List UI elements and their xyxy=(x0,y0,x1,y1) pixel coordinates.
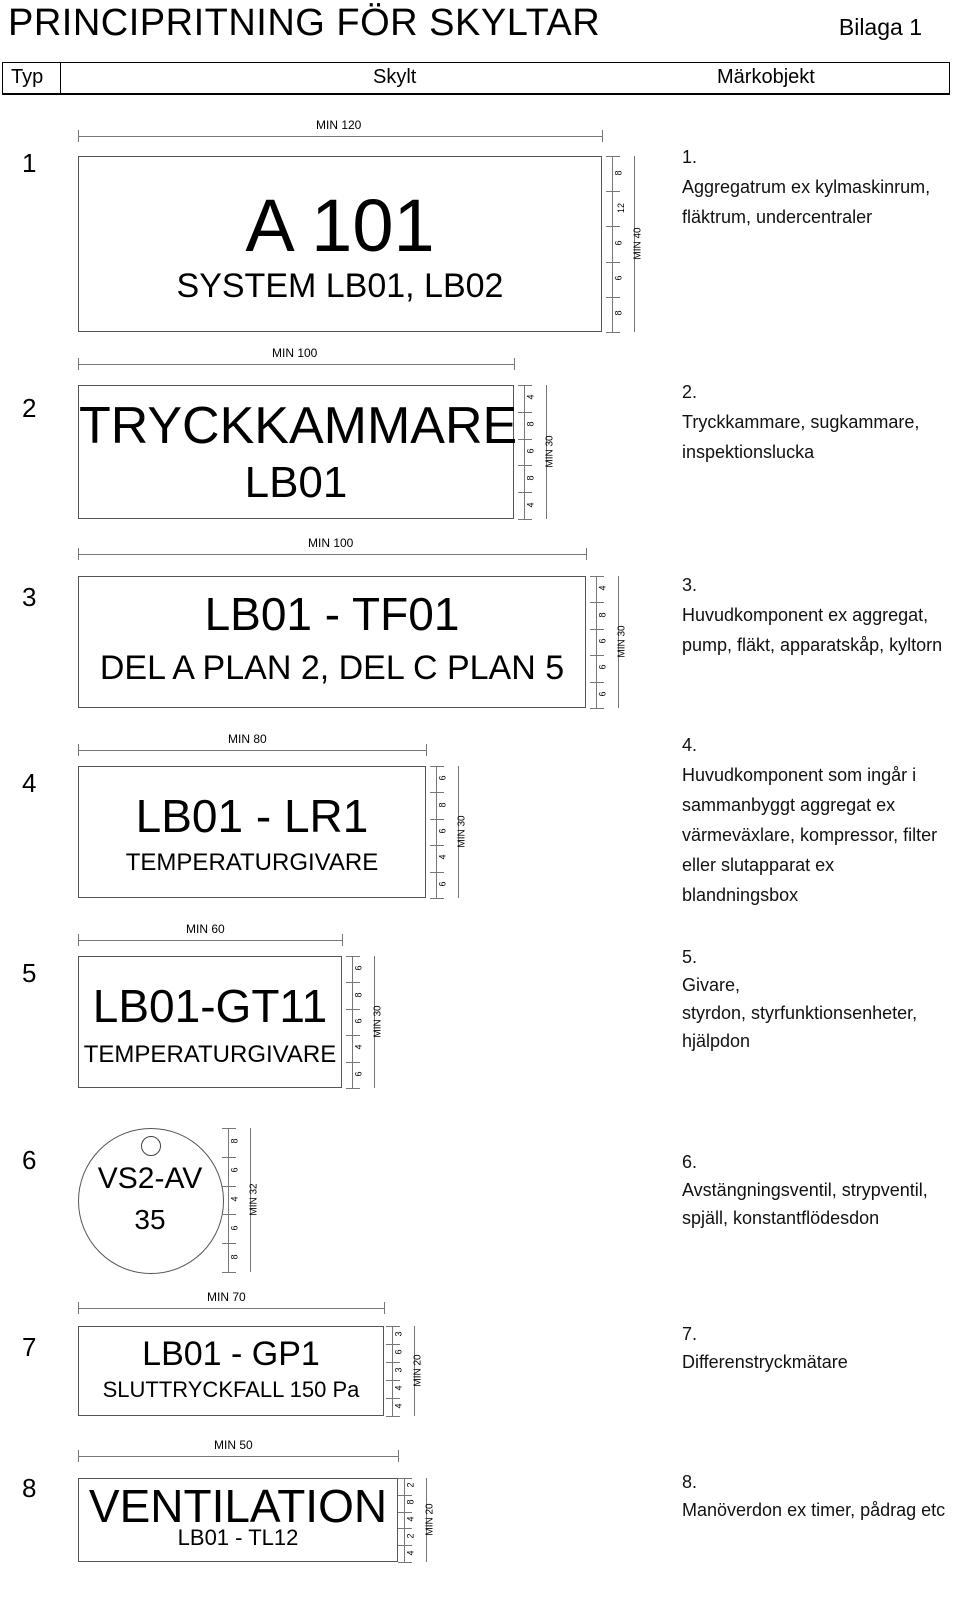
dimension-tick xyxy=(518,385,532,386)
dimension-tick xyxy=(430,845,444,846)
dimension-tick xyxy=(346,956,360,957)
dimension-tick xyxy=(590,655,604,656)
description-line: inspektionslucka xyxy=(682,442,815,462)
dimension-tick xyxy=(386,1344,400,1345)
height-dimension-value: 12 xyxy=(616,202,627,213)
description-line: eller slutapparat ex xyxy=(682,855,835,875)
description-line: värmeväxlare, kompressor, filter xyxy=(682,825,938,845)
height-dimension-label: MIN 40 xyxy=(632,227,644,260)
object-description xyxy=(682,377,919,467)
sign-line2: 35 xyxy=(134,1204,166,1235)
column-markobjekt: Märkobjekt xyxy=(717,66,815,88)
height-dimension-value: 4 xyxy=(229,1196,240,1202)
width-dimension-line xyxy=(78,364,514,365)
dimension-tick xyxy=(78,934,79,946)
sign-line1: VS2-AV xyxy=(97,1162,203,1195)
sign-line2: SYSTEM LB01, LB02 xyxy=(176,267,504,305)
dimension-tick xyxy=(222,1243,236,1244)
width-dimension-label: MIN 120 xyxy=(316,118,362,132)
height-dimension-value: 4 xyxy=(405,1516,416,1522)
height-dimension-label: MIN 30 xyxy=(372,1005,384,1038)
row-number: 2 xyxy=(22,393,37,423)
dimension-tick xyxy=(78,358,79,370)
dimension-tick xyxy=(606,297,620,298)
height-dimension-value: 8 xyxy=(597,612,608,618)
width-dimension-label: MIN 100 xyxy=(308,536,354,550)
height-dimension-value: 8 xyxy=(405,1499,416,1505)
page-title: PRINCIPRITNING FÖR SKYLTAR xyxy=(8,2,601,44)
width-dimension-line xyxy=(78,554,586,555)
height-dimension-label: MIN 30 xyxy=(544,435,556,468)
dimension-tick xyxy=(78,130,79,142)
tag-hole xyxy=(141,1136,161,1156)
height-dimension-label: MIN 32 xyxy=(248,1183,260,1216)
height-dimension-value: 6 xyxy=(229,1167,240,1173)
description-line: 1. xyxy=(682,147,698,167)
description-line: Aggregatrum ex kylmaskinrum, xyxy=(682,177,931,197)
dimension-tick xyxy=(590,602,604,603)
sign-plate xyxy=(78,956,342,1088)
dimension-tick xyxy=(222,1272,236,1273)
sign-plate xyxy=(78,385,518,519)
dimension-tick xyxy=(346,982,360,983)
row-number: 3 xyxy=(22,582,37,612)
row-number: 8 xyxy=(22,1473,37,1503)
width-dimension-label: MIN 60 xyxy=(186,922,225,936)
height-dimension-value: 8 xyxy=(525,475,536,481)
sign-plate xyxy=(78,1326,384,1416)
height-dimension-label: MIN 20 xyxy=(424,1503,436,1536)
sign-line2: LB01 xyxy=(244,458,348,507)
appendix-label: Bilaga 1 xyxy=(838,14,922,40)
dimension-tick xyxy=(384,1302,385,1314)
dimension-tick xyxy=(398,1562,412,1563)
object-description xyxy=(682,142,930,232)
height-dimension-value: 6 xyxy=(437,881,448,887)
height-dimension-value: 4 xyxy=(353,1044,364,1050)
description-line: Givare, xyxy=(682,975,741,995)
dimension-tick xyxy=(430,872,444,873)
column-skylt: Skylt xyxy=(373,66,417,88)
width-dimension-line xyxy=(78,1456,398,1457)
height-dimension-value: 4 xyxy=(597,585,608,591)
dimension-tick xyxy=(78,744,79,756)
dimension-tick xyxy=(386,1380,400,1381)
height-dimension-value: 4 xyxy=(393,1385,404,1391)
dimension-tick xyxy=(430,898,444,899)
dimension-tick xyxy=(386,1326,400,1327)
dimension-tick xyxy=(430,819,444,820)
height-dimension-value: 6 xyxy=(353,1071,364,1077)
row-number: 5 xyxy=(22,958,37,988)
sign-line2: TEMPERATURGIVARE xyxy=(83,1041,337,1068)
height-dimension-value: 6 xyxy=(525,448,536,454)
column-typ: Typ xyxy=(11,66,44,88)
dimension-tick xyxy=(586,548,587,560)
width-dimension-line xyxy=(78,750,426,751)
dimension-tick xyxy=(386,1362,400,1363)
height-dimension-value: 6 xyxy=(597,691,608,697)
dimension-tick xyxy=(398,1450,399,1462)
dimension-tick xyxy=(590,708,604,709)
description-line: 5. xyxy=(682,947,698,967)
dimension-tick xyxy=(606,226,620,227)
dimension-tick xyxy=(426,744,427,756)
sign-line1: TRYCKKAMMARE xyxy=(79,397,518,455)
row-number: 4 xyxy=(22,768,37,798)
dimension-tick xyxy=(386,1398,400,1399)
row-number: 1 xyxy=(22,148,37,178)
height-dimension-value: 2 xyxy=(405,1533,416,1539)
dimension-tick xyxy=(398,1478,412,1479)
object-description xyxy=(682,1148,928,1232)
sign-line1: LB01-GT11 xyxy=(92,980,328,1032)
height-dimension-value: 6 xyxy=(437,828,448,834)
object-description xyxy=(682,570,942,660)
dimension-tick xyxy=(78,548,79,560)
width-dimension-label: MIN 100 xyxy=(272,346,318,360)
height-dimension-value: 8 xyxy=(229,1254,240,1260)
sign-line1: A 101 xyxy=(245,184,435,267)
description-line: hjälpdon xyxy=(682,1031,751,1051)
dimension-tick xyxy=(222,1157,236,1158)
height-dimension-value: 6 xyxy=(353,1018,364,1024)
description-line: 7. xyxy=(682,1324,698,1344)
dimension-tick xyxy=(518,439,532,440)
sign-line2: DEL A PLAN 2, DEL C PLAN 5 xyxy=(99,649,565,687)
description-line: Huvudkomponent som ingår i xyxy=(682,765,917,785)
dimension-tick xyxy=(518,492,532,493)
object-description xyxy=(682,730,937,910)
row-number: 6 xyxy=(22,1145,37,1175)
height-dimension-value: 8 xyxy=(437,802,448,808)
sign-plate xyxy=(78,156,602,332)
height-dimension-value: 3 xyxy=(393,1367,404,1373)
height-dimension-value: 6 xyxy=(597,664,608,670)
sign-line1: LB01 - GP1 xyxy=(142,1335,320,1373)
description-line: blandningsbox xyxy=(682,885,799,905)
sign-line1: VENTILATION xyxy=(88,1480,388,1532)
height-dimension-value: 4 xyxy=(437,854,448,860)
height-dimension-value: 6 xyxy=(597,638,608,644)
description-line: 2. xyxy=(682,382,698,402)
sign-plate xyxy=(78,576,586,708)
dimension-tick xyxy=(398,1495,412,1496)
description-line: 6. xyxy=(682,1152,698,1172)
table-header xyxy=(2,62,950,95)
width-dimension-label: MIN 50 xyxy=(214,1438,253,1452)
description-line: Avstängningsventil, strypventil, xyxy=(682,1180,928,1200)
description-line: 8. xyxy=(682,1472,698,1492)
height-dimension-value: 6 xyxy=(229,1225,240,1231)
description-line: 3. xyxy=(682,575,698,595)
description-line: fläktrum, undercentraler xyxy=(682,207,873,227)
width-dimension-line xyxy=(78,1308,384,1309)
height-dimension-value: 6 xyxy=(437,775,448,781)
description-line: sammanbyggt aggregat ex xyxy=(682,795,896,815)
dimension-tick xyxy=(386,1416,400,1417)
height-dimension-value: 8 xyxy=(229,1138,240,1144)
height-dimension-value: 6 xyxy=(393,1349,404,1355)
dimension-tick xyxy=(514,358,515,370)
dimension-tick xyxy=(590,629,604,630)
height-dimension-value: 6 xyxy=(613,275,624,281)
height-dimension-value: 4 xyxy=(405,1550,416,1556)
dimension-tick xyxy=(222,1186,236,1187)
dimension-tick xyxy=(346,1009,360,1010)
row-number: 7 xyxy=(22,1332,37,1362)
description-line: Differenstryckmätare xyxy=(682,1352,848,1372)
dimension-tick xyxy=(398,1545,412,1546)
dimension-tick xyxy=(606,332,620,333)
dimension-tick xyxy=(590,576,604,577)
sign-line2: SLUTTRYCKFALL 150 Pa xyxy=(102,1377,360,1402)
sign-line2: LB01 - TL12 xyxy=(177,1525,299,1550)
dimension-tick xyxy=(430,766,444,767)
height-dimension-value: 4 xyxy=(393,1403,404,1409)
description-line: spjäll, konstantflödesdon xyxy=(682,1208,880,1228)
sign-line1: LB01 - LR1 xyxy=(135,790,369,842)
dimension-tick xyxy=(606,156,620,157)
width-dimension-line xyxy=(78,136,602,137)
dimension-tick xyxy=(398,1528,412,1529)
height-dimension-label: MIN 30 xyxy=(456,815,468,848)
dimension-tick xyxy=(342,934,343,946)
dimension-tick xyxy=(602,130,603,142)
dimension-tick xyxy=(222,1128,236,1129)
height-dimension-value: 4 xyxy=(525,394,536,400)
height-dimension-value: 2 xyxy=(405,1482,416,1488)
dimension-tick xyxy=(430,792,444,793)
height-dimension-value: 8 xyxy=(613,310,624,316)
dimension-tick xyxy=(590,682,604,683)
width-dimension-label: MIN 80 xyxy=(228,732,267,746)
sign-line1: LB01 - TF01 xyxy=(204,588,460,640)
height-dimension-value: 3 xyxy=(393,1331,404,1337)
object-description xyxy=(682,1320,848,1376)
dimension-tick xyxy=(606,262,620,263)
dimension-tick xyxy=(518,465,532,466)
sign-plate xyxy=(78,766,426,898)
height-dimension-value: 4 xyxy=(525,502,536,508)
dimension-tick xyxy=(398,1512,412,1513)
dimension-tick xyxy=(78,1302,79,1314)
dimension-tick xyxy=(346,1088,360,1089)
width-dimension-line xyxy=(78,940,342,941)
height-dimension-value: 8 xyxy=(525,421,536,427)
height-dimension-value: 6 xyxy=(613,240,624,246)
description-line: Tryckkammare, sugkammare, xyxy=(682,412,920,432)
width-dimension-label: MIN 70 xyxy=(207,1290,246,1304)
dimension-tick xyxy=(222,1214,236,1215)
dimension-tick xyxy=(78,1450,79,1462)
dimension-tick xyxy=(346,1035,360,1036)
height-dimension-value: 6 xyxy=(353,965,364,971)
object-description xyxy=(682,943,917,1055)
sign-plate xyxy=(78,1478,398,1562)
description-line: Manöverdon ex timer, pådrag etc xyxy=(682,1500,946,1520)
height-dimension-value: 8 xyxy=(353,992,364,998)
object-description xyxy=(682,1468,945,1524)
dimension-tick xyxy=(606,191,620,192)
description-line: 4. xyxy=(682,735,698,755)
dimension-tick xyxy=(518,519,532,520)
description-line: pump, fläkt, apparatskåp, kyltorn xyxy=(682,635,943,655)
height-dimension-value: 8 xyxy=(613,170,624,176)
sign-line2: TEMPERATURGIVARE xyxy=(125,849,379,876)
dimension-tick xyxy=(518,412,532,413)
height-dimension-label: MIN 30 xyxy=(616,625,628,658)
description-line: styrdon, styrfunktionsenheter, xyxy=(682,1003,918,1023)
height-dimension-label: MIN 20 xyxy=(412,1354,424,1387)
dimension-tick xyxy=(346,1062,360,1063)
description-line: Huvudkomponent ex aggregat, xyxy=(682,605,929,625)
